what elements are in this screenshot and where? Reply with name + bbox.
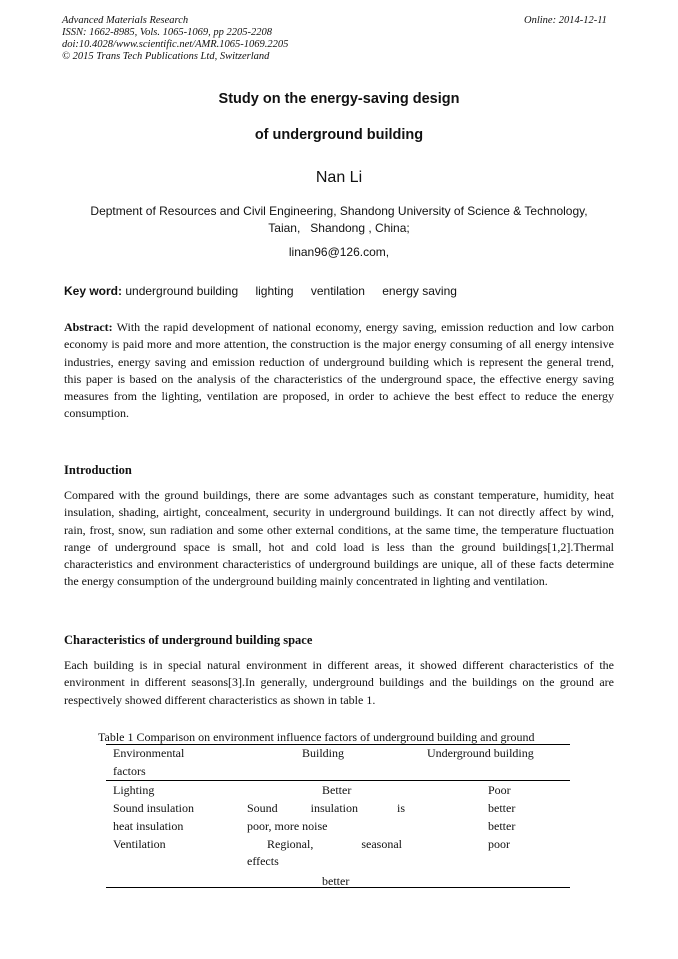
- table-row-2-building-cont: poor, more noise: [247, 819, 328, 833]
- paper-title-line-2: of underground building: [254, 127, 424, 143]
- table-row-4-underground: poor: [488, 837, 510, 851]
- paper-title-line-1: Study on the energy-saving design: [218, 91, 460, 107]
- table-row-4-building: Regional, seasonal: [267, 837, 402, 851]
- table-row-4-building-cont: effects: [247, 854, 279, 868]
- copyright: © 2015 Trans Tech Publications Ltd, Switzerland: [62, 51, 270, 62]
- journal-info: [62, 15, 288, 63]
- table-row-2-building: Sound insulation is: [247, 801, 406, 815]
- table-row-1-underground: Poor: [488, 783, 511, 797]
- doi: doi:10.4028/www.scientific.net/AMR.1065-1069.2205: [62, 39, 289, 50]
- keywords-label: Key word:: [64, 284, 123, 298]
- author-email: linan96@126.com,: [288, 245, 390, 259]
- affiliation-line-2: Taian, Shandong , China;: [268, 221, 410, 235]
- keyword-2: lighting: [255, 284, 294, 298]
- keyword-3: ventilation: [310, 284, 365, 298]
- table-header-factor-1: Environmental: [113, 746, 185, 760]
- table-row-1-building: Better: [322, 783, 352, 797]
- author: Nan Li: [315, 169, 363, 186]
- keyword-1: underground building: [125, 284, 239, 298]
- introduction-text: Compared with the ground buildings, there are some advantages such as constant temperature, humidity, heat insulation, shading, airtight, concealment, security in underground buildings. It can not directly affect by wind, rain, frost, snow, sun radiation and some other external conditions, at the same time, the temperature fluctuation range of underground space is small, hot and cold load is less than the ground buildings[1,2].Thermal characteristics and environment characteristics of underground buildings are unique, all of these facts determine the energy consumption of the underground building mainly concentrated in lighting and ventilation.: [64, 488, 614, 589]
- table-row-3-factor: heat insulation: [113, 819, 184, 833]
- abstract: [64, 319, 614, 423]
- keywords: [64, 284, 471, 298]
- affiliation-line-1: Deptment of Resources and Civil Engineering, Shandong University of Science & Technology,: [90, 204, 588, 218]
- table-row-3-underground: better: [488, 819, 516, 833]
- keyword-4: energy saving: [382, 284, 457, 298]
- issn: ISSN: 1662-8985, Vols. 1065-1069, pp 2205-2208: [62, 27, 272, 38]
- table-row-2-underground: better: [488, 801, 516, 815]
- abstract-label: Abstract:: [64, 320, 113, 334]
- table-header-underground: Underground building: [427, 746, 534, 760]
- table-row-4-building-value: better: [322, 874, 350, 888]
- characteristics-heading: Characteristics of underground building space: [64, 633, 313, 647]
- abstract-text: With the rapid development of national economy, energy saving, emission reduction and low carbon economy is paid more and more attention, the construction is the major energy consuming of all energy intensive industries, energy saving and emission reduction of underground building which is represent the general trend, this paper is based on the analysis of the characteristics of the underground space, the effective energy saving measures from the lighting, ventilation are proposed, in order to achieve the best effect to reduce the energy consumption.: [64, 320, 614, 421]
- table-caption: Table 1 Comparison on environment influence factors of underground building and ground: [98, 730, 535, 744]
- table-header-factor-2: factors: [113, 764, 146, 778]
- table-header-building: Building: [302, 746, 345, 760]
- characteristics-text: Each building is in special natural environment in different areas, it showed different characteristics of the environment in different seasons[3].In generally, underground buildings and the buildings on the ground are respectively showed different characteristics as shown in table 1.: [64, 658, 614, 707]
- journal-name: Advanced Materials Research: [62, 15, 189, 26]
- table-row-1-factor: Lighting: [113, 783, 155, 797]
- table-row-2-factor: Sound insulation: [113, 801, 195, 815]
- introduction-heading: Introduction: [64, 463, 132, 477]
- table-header-rule: [106, 780, 570, 781]
- affiliation: [64, 203, 614, 237]
- table-row-4-factor: Ventilation: [113, 837, 166, 851]
- online-date: Online: 2014-12-11: [524, 15, 607, 26]
